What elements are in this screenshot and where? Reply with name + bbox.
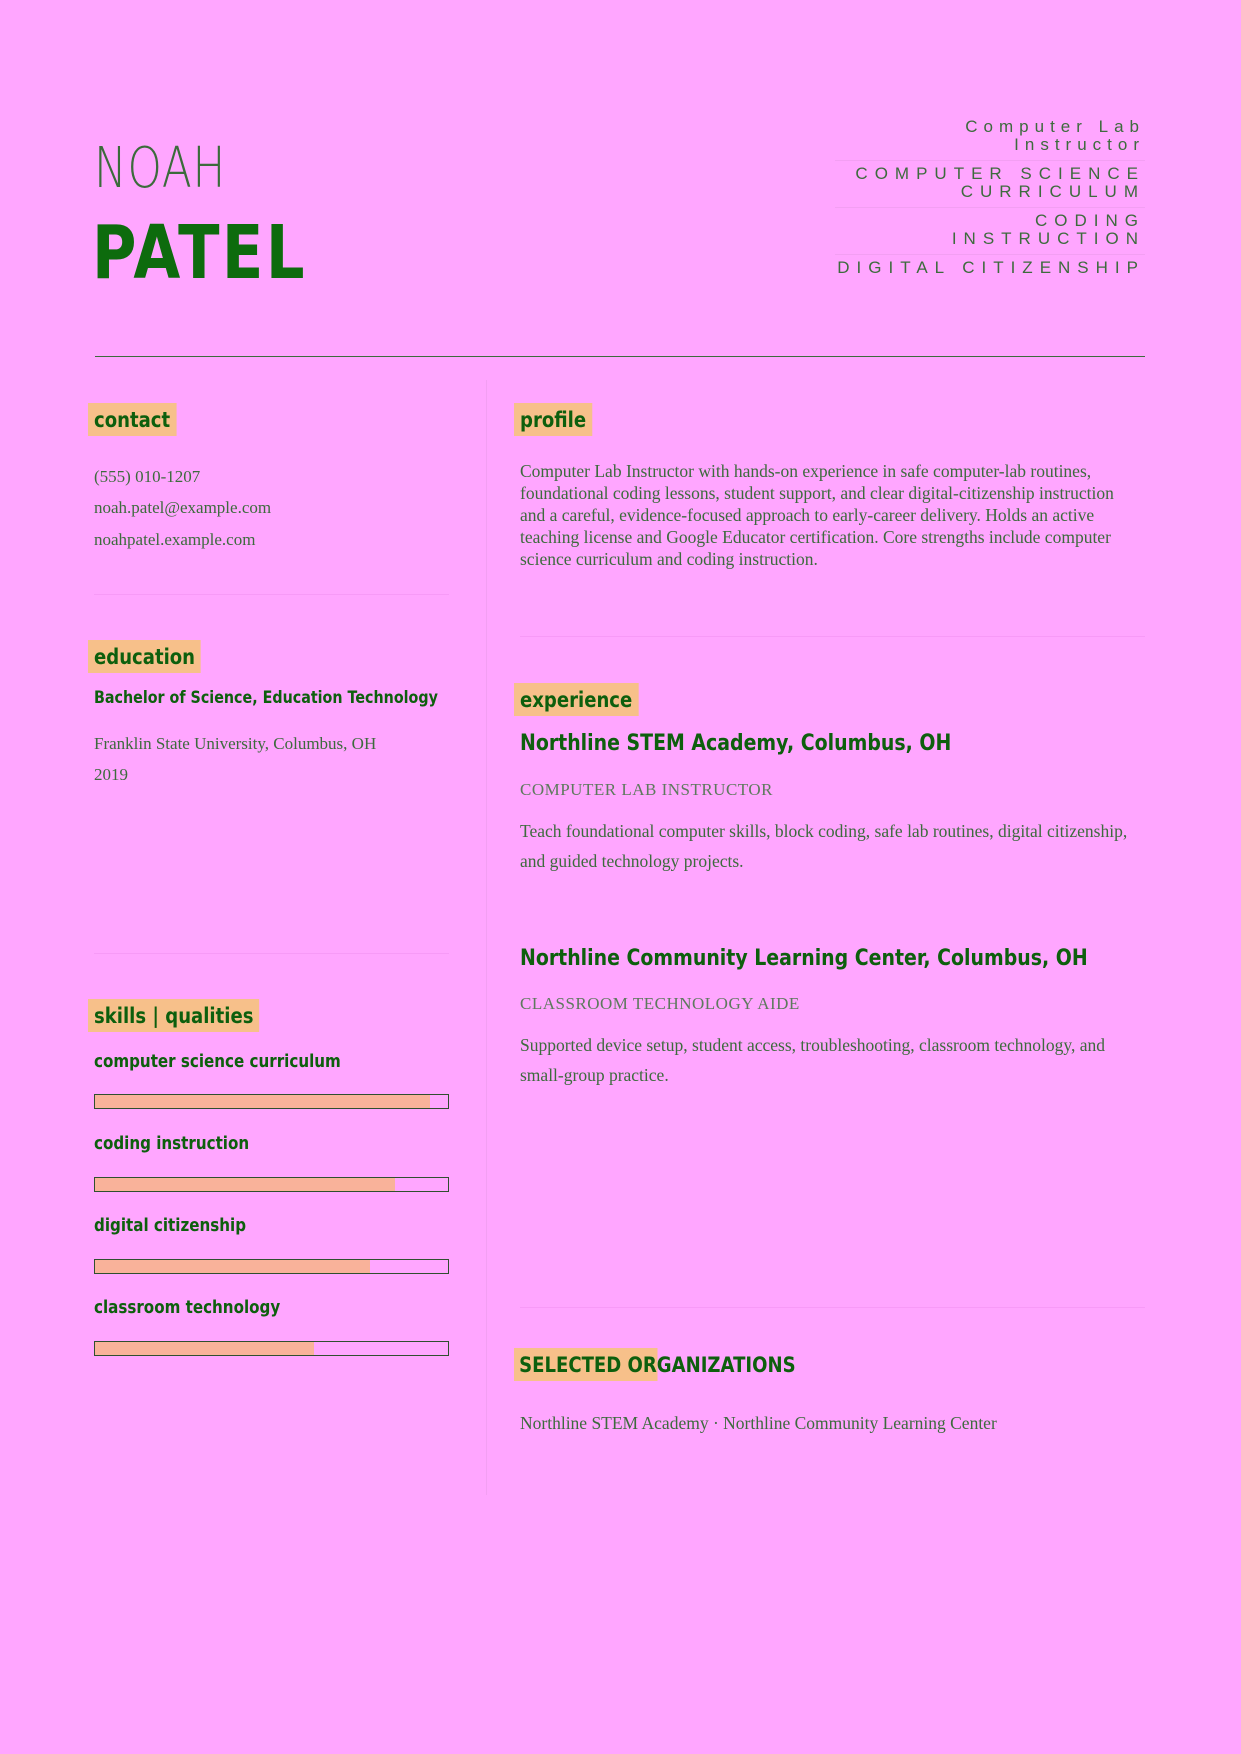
contact-email: noah.patel@example.com [94,498,272,517]
experience-heading: experience [514,683,638,716]
section-divider [94,953,449,954]
first-name: NOAH [94,136,227,201]
skills-heading: skills | qualities [88,999,259,1032]
keyword-item: COMPUTER SCIENCE CURRICULUM [835,161,1145,208]
profile-heading: profile [514,403,592,436]
organizations-heading: SELECTED ORGANIZATIONS [514,1348,802,1381]
profile-summary: Computer Lab Instructor with hands-on experience in safe computer-lab routines, foundational coding lessons, student support, and clear digital-citizenship instruction and a careful, evidence-focused approach to early-career delivery. Holds an active teaching license and Google Educator certification. Core strengths include computer science curriculum and coding instruction. [520,461,1114,569]
job-description: Teach foundational computer skills, block coding, safe lab routines, digital citizenship, and guided technology projects. [520,821,1128,871]
contact-website: noahpatel.example.com [94,530,256,549]
skill-label: coding instruction [94,1133,250,1154]
job-company: Northline Community Learning Center, Columbus, OH [520,946,1088,971]
header-divider [95,356,1145,357]
organizations-list: Northline STEM Academy · Northline Community Learning Center [520,1413,997,1433]
skill-label: computer science curriculum [94,1051,341,1072]
keyword-item: DIGITAL CITIZENSHIP [837,258,1145,277]
skill-fill [95,1260,370,1273]
skill-fill [95,1178,395,1191]
skill-label: classroom technology [94,1297,281,1318]
skill-bar [94,1094,449,1109]
school-name: Franklin State University, Columbus, OH [94,734,377,753]
education-heading: education [88,640,201,673]
job-company: Northline STEM Academy, Columbus, OH [520,731,952,756]
job-description: Supported device setup, student access, troubleshooting, classroom technology, and small-group practice. [520,1035,1105,1085]
keyword-list [835,114,1145,302]
job-title: CLASSROOM TECHNOLOGY AIDE [520,994,800,1013]
skill-bar [94,1341,449,1356]
section-divider [94,594,449,595]
section-divider [520,1307,1145,1308]
column-divider [486,380,487,1495]
last-name: PATEL [92,210,307,296]
job-title: COMPUTER LAB INSTRUCTOR [520,780,773,799]
skill-label: digital citizenship [94,1215,247,1236]
graduation-year: 2019 [94,765,128,784]
degree-title: Bachelor of Science, Education Technology [94,688,438,708]
keyword-item: CODING INSTRUCTION [835,208,1145,255]
section-divider [520,636,1145,637]
keyword-item: Computer Lab Instructor [835,114,1145,161]
skill-fill [95,1095,430,1108]
contact-heading: contact [88,403,176,436]
skill-bar [94,1177,449,1192]
skill-fill [95,1342,314,1355]
skill-bar [94,1259,449,1274]
contact-phone: (555) 010-1207 [94,467,201,486]
